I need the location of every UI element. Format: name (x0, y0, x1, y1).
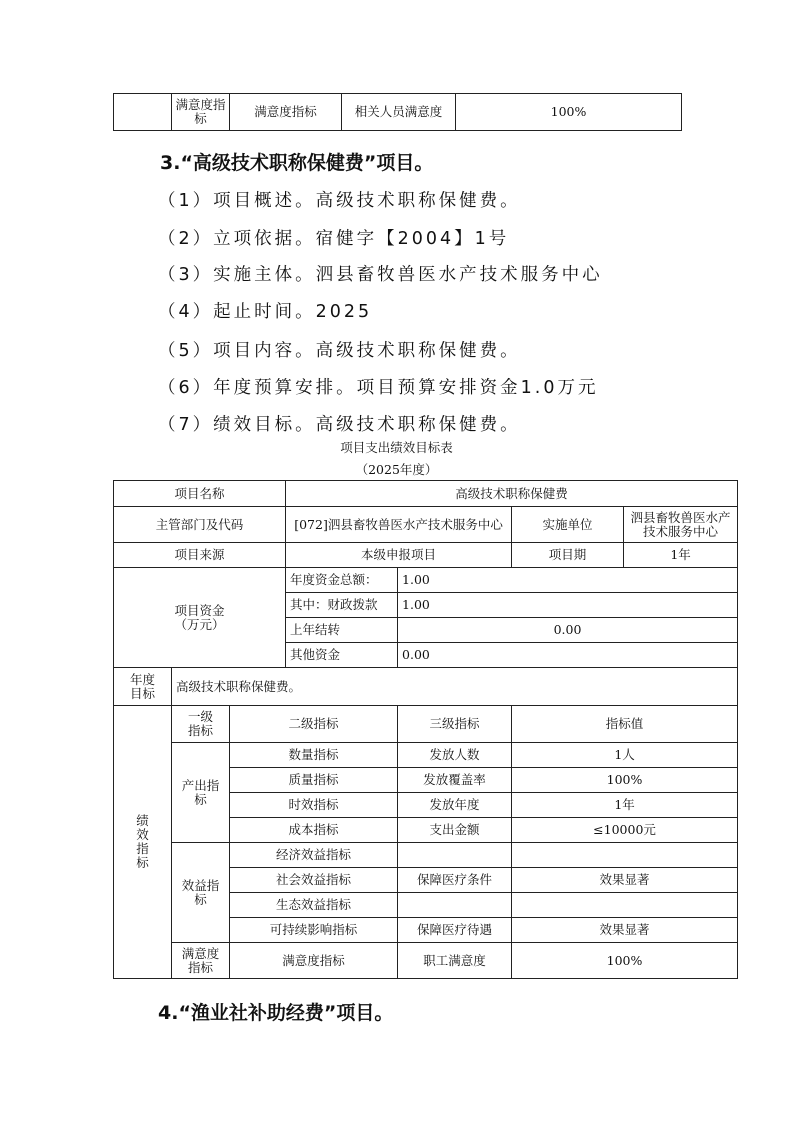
funds-carryover-value: 0.00 (398, 618, 738, 643)
satisfaction-level3: 职工满意度 (398, 943, 512, 979)
satisfaction-level2: 满意度指标 (230, 943, 398, 979)
dept-label: 主管部门及代码 (114, 507, 286, 543)
period-label: 项目期 (512, 543, 624, 568)
funds-other-label: 其他资金 (286, 643, 398, 668)
top-table (113, 93, 682, 131)
benefit-row-value: 效果显著 (512, 918, 738, 943)
funds-total-value: 1.00 (398, 568, 738, 593)
funds-fiscal-value: 1.00 (398, 593, 738, 618)
output-row-level2: 时效指标 (230, 793, 398, 818)
dept-value: [072]泗县畜牧兽医水产技术服务中心 (286, 507, 512, 543)
top-table-category: 满意度指标 (172, 94, 230, 131)
benefit-row-level2: 可持续影响指标 (230, 918, 398, 943)
project-name-label: 项目名称 (114, 481, 286, 507)
header-level1: 一级 指标 (172, 706, 230, 743)
benefit-row-level2: 社会效益指标 (230, 868, 398, 893)
period-value: 1年 (624, 543, 738, 568)
section3-item-2: （2）立项依据。宿健字【2004】1号 (158, 229, 510, 249)
output-row-level3: 支出金额 (398, 818, 512, 843)
section3-item-7: （7）绩效目标。高级技术职称保健费。 (158, 415, 521, 435)
output-row-value: 1年 (512, 793, 738, 818)
impl-value: 泗县畜牧兽医水产技术服务中心 (624, 507, 738, 543)
output-row-level2: 数量指标 (230, 743, 398, 768)
funds-other-value: 0.00 (398, 643, 738, 668)
output-row-value: 1人 (512, 743, 738, 768)
header-value: 指标值 (512, 706, 738, 743)
header-level3: 三级指标 (398, 706, 512, 743)
section3-item-5: （5）项目内容。高级技术职称保健费。 (158, 341, 521, 361)
perf-label: 绩 效 指 标 (114, 706, 172, 979)
section3-item-1: （1）项目概述。高级技术职称保健费。 (158, 191, 521, 211)
benefit-row-value: 效果显著 (512, 868, 738, 893)
benefit-row-level2: 经济效益指标 (230, 843, 398, 868)
section3-item-3: （3）实施主体。泗县畜牧兽医水产技术服务中心 (158, 265, 603, 285)
benefit-row-level3: 保障医疗待遇 (398, 918, 512, 943)
satisfaction-value: 100% (512, 943, 738, 979)
output-row-level2: 成本指标 (230, 818, 398, 843)
performance-table (113, 480, 738, 979)
section4-heading: 4.“渔业社补助经费”项目。 (158, 1002, 394, 1024)
output-label: 产出指 标 (172, 743, 230, 843)
benefit-row-value (512, 893, 738, 918)
funds-carryover-label: 上年结转 (286, 618, 398, 643)
funds-total-label: 年度资金总额： (286, 568, 398, 593)
source-label: 项目来源 (114, 543, 286, 568)
section3-heading: 3.“高级技术职称保健费”项目。 (160, 152, 434, 174)
section3-item-4: （4）起止时间。2025 (158, 302, 373, 322)
section3-item-6: （6）年度预算安排。项目预算安排资金1.0万元 (158, 378, 599, 398)
impl-label: 实施单位 (512, 507, 624, 543)
satisfaction-label: 满意度 指标 (172, 943, 230, 979)
output-row-value: 100% (512, 768, 738, 793)
output-row-level2: 质量指标 (230, 768, 398, 793)
funds-label: 项目资金 （万元） (114, 568, 286, 668)
output-row-level3: 发放覆盖率 (398, 768, 512, 793)
benefit-row-level2: 生态效益指标 (230, 893, 398, 918)
funds-fiscal-label: 其中：财政拨款 (286, 593, 398, 618)
header-level2: 二级指标 (230, 706, 398, 743)
output-row-level3: 发放人数 (398, 743, 512, 768)
source-value: 本级申报项目 (286, 543, 512, 568)
output-row-level3: 发放年度 (398, 793, 512, 818)
annual-goal-label: 年度 目标 (114, 668, 172, 706)
benefit-row-level3 (398, 843, 512, 868)
table-title: 项目支出绩效目标表 (340, 440, 453, 455)
top-table-level2: 满意度指标 (230, 94, 342, 131)
benefit-row-level3: 保障医疗条件 (398, 868, 512, 893)
table-subtitle: （2025年度） (355, 462, 438, 477)
annual-goal-value: 高级技术职称保健费。 (172, 668, 738, 706)
benefit-label: 效益指 标 (172, 843, 230, 943)
project-name-value: 高级技术职称保健费 (286, 481, 738, 507)
output-row-value: ≤10000元 (512, 818, 738, 843)
benefit-row-level3 (398, 893, 512, 918)
top-table-value: 100% (456, 94, 682, 131)
top-table-level3: 相关人员满意度 (342, 94, 456, 131)
top-table-empty-cell (114, 94, 172, 131)
benefit-row-value (512, 843, 738, 868)
